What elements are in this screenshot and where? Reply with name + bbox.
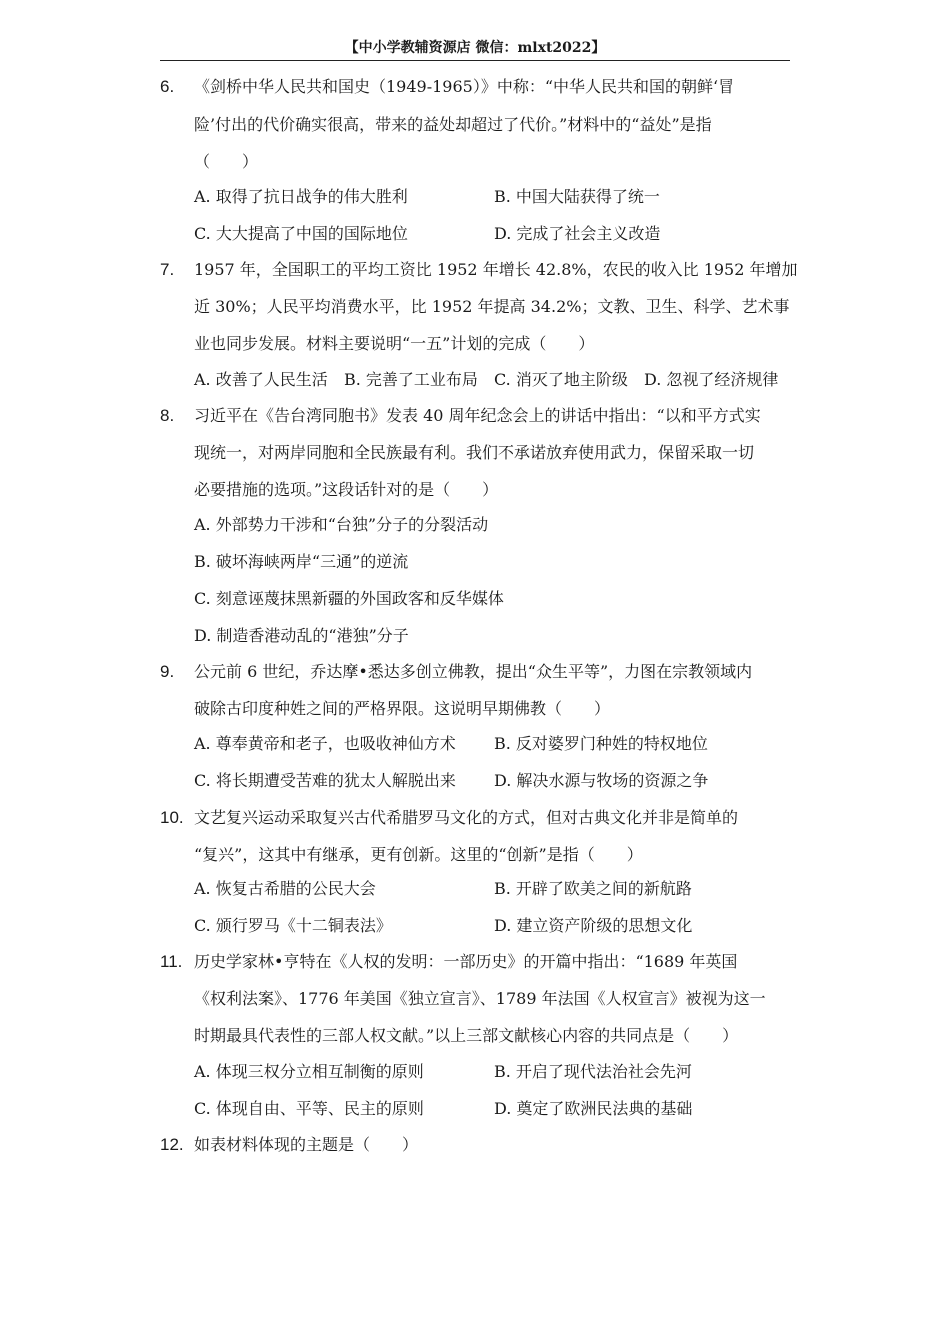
option-b: B. 开启了现代法治社会先河 (494, 1062, 692, 1081)
option-a: A. 体现三权分立相互制衡的原则 (194, 1062, 424, 1081)
option-c: C. 大大提高了中国的国际地位 (194, 224, 408, 243)
question-stem-line: 1957 年，全国职工的平均工资比 1952 年增长 42.8%，农民的收入比 1952 年增加 (194, 260, 798, 279)
question-stem-line: 文艺复兴运动采取复兴古代希腊罗马文化的方式，但对古典文化并非是简单的 (194, 808, 739, 827)
option-a: A. 恢复古希腊的公民大会 (194, 879, 376, 898)
question-number: 8. (160, 406, 175, 425)
question-stem-line: 近 30%；人民平均消费水平，比 1952 年提高 34.2%；文教、卫生、科学、艺术事 (194, 297, 790, 316)
option-a: A. 外部势力干涉和“台独”分子的分裂活动 (194, 515, 489, 534)
option-c: C. 刻意诬蔑抹黑新疆的外国政客和反华媒体 (194, 589, 504, 608)
question-stem-line: 险’付出的代价确实很高，带来的益处却超过了代价。”材料中的“益处”是指 (194, 115, 712, 134)
question-stem-line: 如表材料体现的主题是（ ） (194, 1135, 419, 1154)
option-c: C. 消灭了地主阶级 (494, 370, 628, 389)
option-b: B. 破坏海峡两岸“三通”的逆流 (194, 552, 409, 571)
option-c: C. 体现自由、平等、民主的原则 (194, 1099, 424, 1118)
option-a: A. 尊奉黄帝和老子，也吸收神仙方术 (194, 734, 456, 753)
question-number: 9. (160, 662, 175, 681)
question-number: 7. (160, 260, 175, 279)
option-b: B. 开辟了欧美之间的新航路 (494, 879, 692, 898)
option-a: A. 取得了抗日战争的伟大胜利 (194, 187, 408, 206)
question-number: 11. (160, 952, 183, 971)
question-stem-line: “复兴”，这其中有继承，更有创新。这里的“创新”是指（ ） (194, 845, 643, 864)
option-b: B. 反对婆罗门种姓的特权地位 (494, 734, 708, 753)
question-stem-line: 现统一，对两岸同胞和全民族最有利。我们不承诺放弃使用武力，保留采取一切 (194, 443, 755, 462)
option-d: D. 完成了社会主义改造 (494, 224, 661, 243)
question-stem-line: 历史学家林•亨特在《人权的发明：一部历史》的开篇中指出：“1689 年英国 (194, 952, 738, 971)
option-d: D. 制造香港动乱的“港独”分子 (194, 626, 409, 645)
question-stem-line: 必要措施的选项。”这段话针对的是（ ） (194, 480, 499, 499)
option-a: A. 改善了人民生活 (194, 370, 328, 389)
question-stem-line: 业也同步发展。材料主要说明“一五”计划的完成（ ） (194, 334, 595, 353)
option-c: C. 颁行罗马《十二铜表法》 (194, 916, 392, 935)
question-stem-line: （ ） (194, 152, 259, 171)
question-stem-line: 时期最具代表性的三部人权文献。”以上三部文献核心内容的共同点是（ ） (194, 1026, 739, 1045)
option-b: B. 中国大陆获得了统一 (494, 187, 660, 206)
question-number: 10. (160, 808, 184, 827)
question-stem-line: 习近平在《告台湾同胞书》发表 40 周年纪念会上的讲话中指出：“以和平方式实 (194, 406, 761, 425)
question-stem-line: 公元前 6 世纪，乔达摩•悉达多创立佛教，提出“众生平等”，力图在宗教领域内 (194, 662, 753, 681)
question-stem-line: 《剑桥中华人民共和国史（1949-1965）》中称：“中华人民共和国的朝鲜‘冒 (194, 77, 735, 96)
option-b: B. 完善了工业布局 (344, 370, 478, 389)
question-stem-line: 破除古印度种姓之间的严格界限。这说明早期佛教（ ） (194, 699, 611, 718)
question-number: 6. (160, 77, 175, 96)
option-d: D. 建立资产阶级的思想文化 (494, 916, 693, 935)
question-stem-line: 《权利法案》、1776 年美国《独立宣言》、1789 年法国《人权宣言》被视为这一 (194, 989, 766, 1008)
question-number: 12. (160, 1135, 184, 1154)
page-header: 【中小学教辅资源店 微信：mlxt2022】 (160, 38, 790, 61)
option-d: D. 奠定了欧洲民法典的基础 (494, 1099, 693, 1118)
option-d: D. 解决水源与牧场的资源之争 (494, 771, 709, 790)
option-d: D. 忽视了经济规律 (644, 370, 779, 389)
option-c: C. 将长期遭受苦难的犹太人解脱出来 (194, 771, 456, 790)
